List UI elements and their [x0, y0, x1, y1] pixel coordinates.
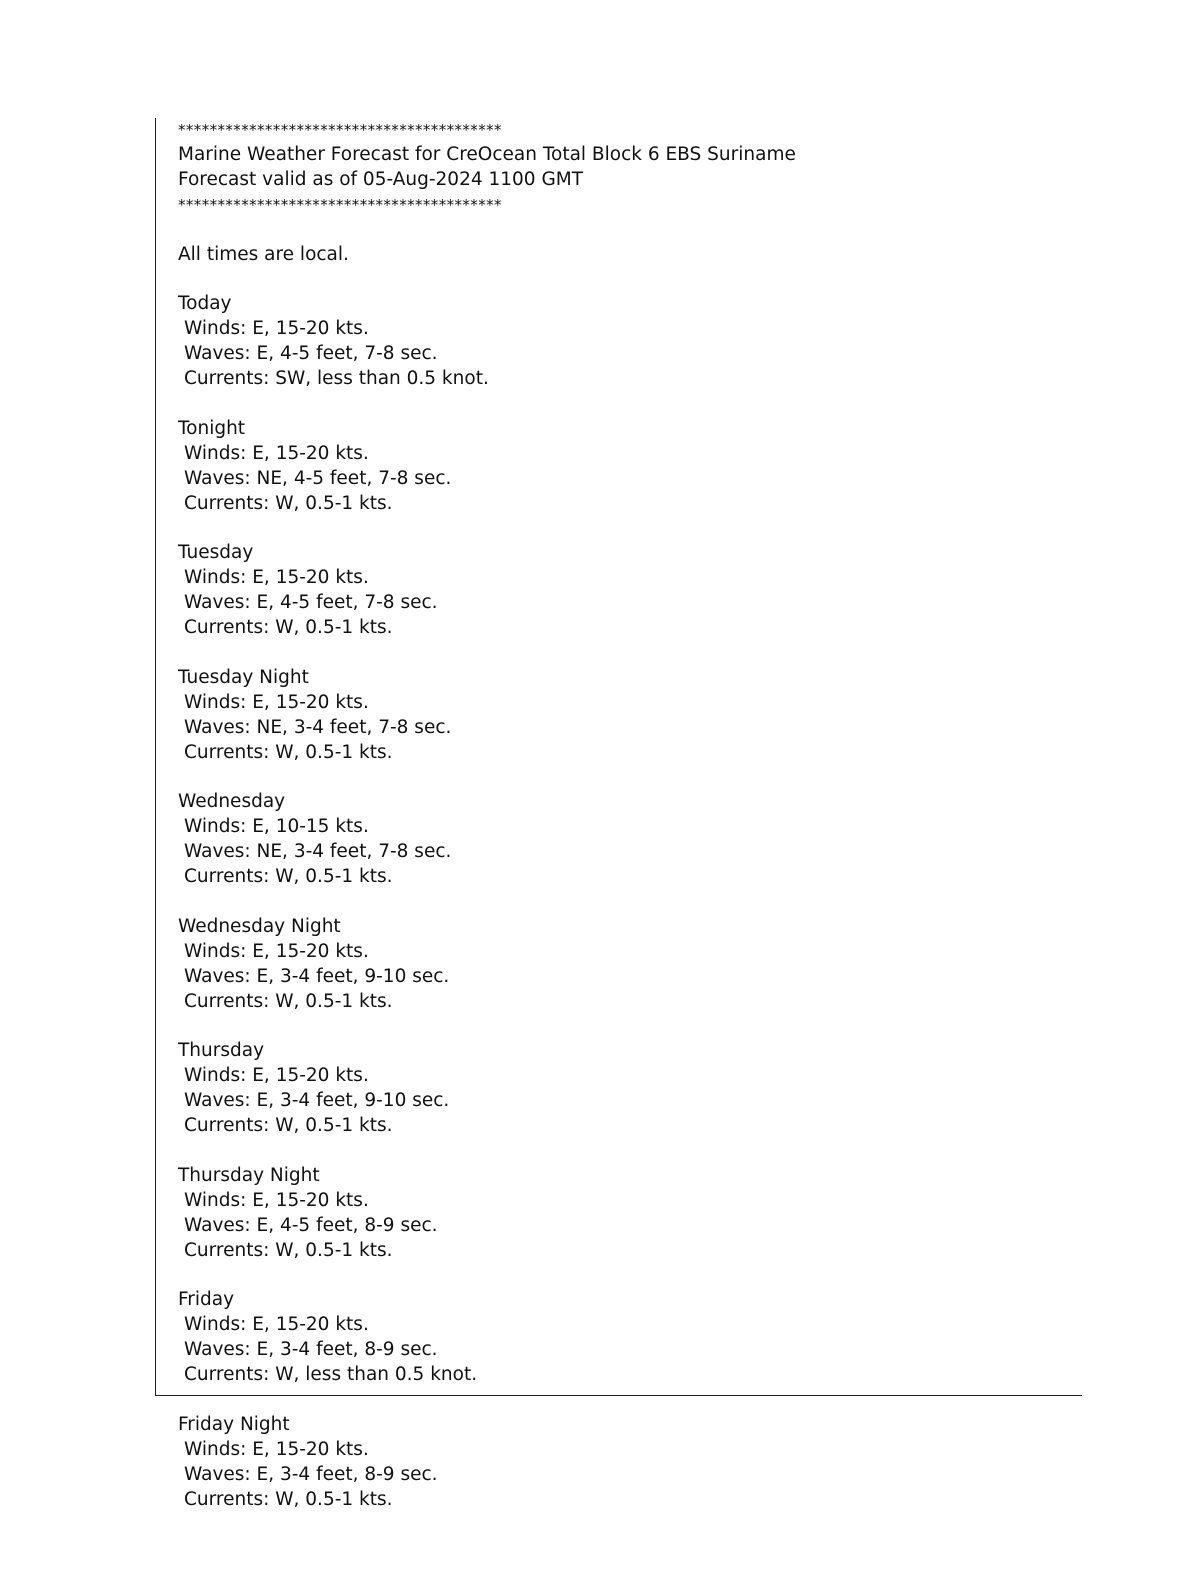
period-name: Wednesday Night — [178, 915, 341, 937]
forecast-document — [178, 118, 1078, 1537]
forecast-period-friday — [178, 1288, 1078, 1388]
period-winds: Winds: E, 15-20 kts. — [184, 1065, 369, 1087]
period-winds: Winds: E, 15-20 kts. — [184, 940, 369, 962]
period-winds: Winds: E, 15-20 kts. — [184, 1438, 369, 1460]
period-name: Thursday — [178, 1040, 265, 1062]
period-waves: Waves: E, 4-5 feet, 7-8 sec. — [184, 343, 438, 365]
period-waves: Waves: E, 4-5 feet, 7-8 sec. — [184, 592, 438, 614]
period-currents: Currents: W, 0.5-1 kts. — [184, 990, 393, 1012]
period-currents: Currents: W, 0.5-1 kts. — [184, 866, 393, 888]
period-currents: Currents: W, 0.5-1 kts. — [184, 617, 393, 639]
period-name: Tonight — [178, 417, 246, 439]
period-name: Wednesday — [178, 791, 286, 813]
spacer — [178, 218, 1078, 243]
forecast-period-wednesday — [178, 790, 1078, 890]
period-name: Friday Night — [178, 1413, 290, 1435]
period-winds: Winds: E, 15-20 kts. — [184, 691, 369, 713]
period-currents: Currents: W, 0.5-1 kts. — [184, 1488, 393, 1510]
period-waves: Waves: NE, 4-5 feet, 7-8 sec. — [184, 467, 452, 489]
period-currents: Currents: W, 0.5-1 kts. — [184, 741, 393, 763]
period-waves: Waves: E, 4-5 feet, 8-9 sec. — [184, 1214, 438, 1236]
spacer — [178, 267, 1078, 292]
period-currents: Currents: SW, less than 0.5 knot. — [184, 368, 489, 390]
forecast-period-thursday — [178, 1039, 1078, 1139]
period-waves: Waves: E, 3-4 feet, 9-10 sec. — [184, 965, 450, 987]
period-winds: Winds: E, 15-20 kts. — [184, 318, 369, 340]
period-winds: Winds: E, 10-15 kts. — [184, 816, 369, 838]
forecast-period-thursday-night — [178, 1164, 1078, 1264]
period-winds: Winds: E, 15-20 kts. — [184, 442, 369, 464]
period-winds: Winds: E, 15-20 kts. — [184, 1189, 369, 1211]
period-waves: Waves: E, 3-4 feet, 8-9 sec. — [184, 1463, 438, 1485]
period-name: Thursday Night — [178, 1164, 320, 1186]
period-name: Tuesday Night — [178, 666, 309, 688]
period-winds: Winds: E, 15-20 kts. — [184, 1314, 369, 1336]
header-stars-bottom: ***************************************** — [178, 195, 502, 214]
period-currents: Currents: W, less than 0.5 knot. — [184, 1364, 478, 1386]
period-waves: Waves: NE, 3-4 feet, 7-8 sec. — [184, 841, 452, 863]
forecast-period-friday-night — [178, 1413, 1078, 1513]
period-waves: Waves: E, 3-4 feet, 9-10 sec. — [184, 1090, 450, 1112]
period-currents: Currents: W, 0.5-1 kts. — [184, 1239, 393, 1261]
document-border-left — [155, 118, 156, 1396]
period-waves: Waves: NE, 3-4 feet, 7-8 sec. — [184, 716, 452, 738]
period-waves: Waves: E, 3-4 feet, 8-9 sec. — [184, 1339, 438, 1361]
time-note: All times are local. — [178, 243, 349, 265]
forecast-period-wednesday-night — [178, 915, 1078, 1015]
period-currents: Currents: W, 0.5-1 kts. — [184, 492, 393, 514]
forecast-title: Marine Weather Forecast for CreOcean Total Block 6 EBS Suriname — [178, 143, 796, 165]
header-stars-top: ***************************************** — [178, 121, 502, 139]
period-currents: Currents: W, 0.5-1 kts. — [184, 1115, 393, 1137]
period-name: Tuesday — [178, 542, 254, 564]
forecast-period-tuesday-night — [178, 666, 1078, 766]
period-name: Friday — [178, 1289, 235, 1311]
period-winds: Winds: E, 15-20 kts. — [184, 567, 369, 589]
forecast-period-today — [178, 292, 1078, 392]
forecast-period-tonight — [178, 417, 1078, 517]
forecast-valid-time: Forecast valid as of 05-Aug-2024 1100 GMT — [178, 168, 584, 190]
period-name: Today — [178, 293, 232, 315]
forecast-period-tuesday — [178, 541, 1078, 641]
